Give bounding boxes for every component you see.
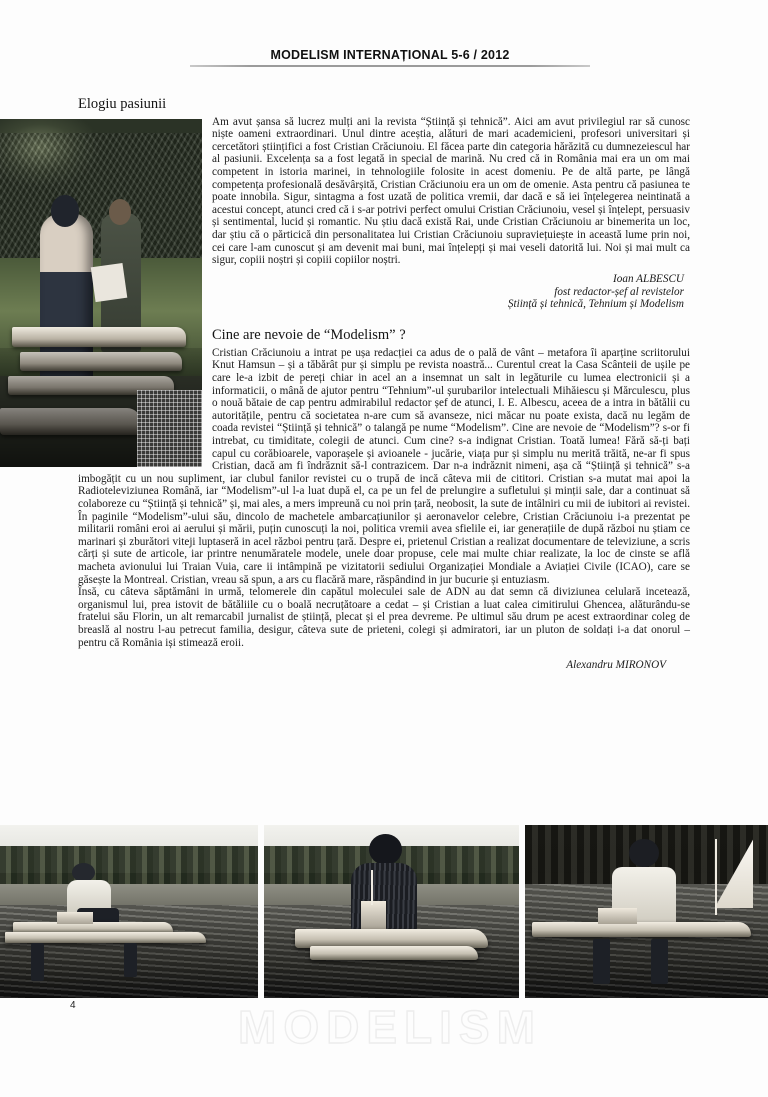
photo-paper-sheet xyxy=(91,263,128,302)
page-title: Elogiu pasiunii xyxy=(78,96,167,112)
photo-stand-leg xyxy=(31,943,44,981)
photo-boy-with-ship-model xyxy=(0,825,258,998)
section-title-modelism: Cine are nevoie de “Modelism” ? xyxy=(212,327,406,344)
photo-ship-model xyxy=(532,922,751,938)
article-one-paragraph: Am avut șansa să lucrez mulți ani la revista “Știință și tehnică”. Aici am avut privilegiul rar să cunosc niște oameni extraordinari. Unul dintre aceștia, alături de mari academicieni, profesori universitari și cercetători științifici a fost Cristian Crăciunoiu. El făcea parte din categoria hărăzită cu dumnezeiescul har al pasiunii. Excelența sa a fost legată in special de marină. Nu cred că in România mai era un om mai competent in istoria marinei, in tehnologiile folosite in acest domeniu. Pe de altă parte, pe lângă competența profesională desăvârșită, Cristian Crăciunoiu era un om de omenie. Asta pentru că pasiunea te poate innobila. Sigur, sintagma a fost uzată de politica vremii, dar dacă e să iei înțelegerea neintinată a acestui concept, atunci cred că i s-ar potrivi perfect omului Cristian Crăciunoiu, vesel și înțelept, persuasiv și sentimental, lucid și romantic. Nu știu dacă există Rai, unde Cristian Crăciunoiu ar binemerita un loc, dar știu că o părticică din personalitatea lui Cristian Crăciunoiu supraviețuiește in această lume prin noi, cei care l-am cunoscut și am devenit mai buni, mai înțelepți și mai veseli datorită lui. Noi și mai mult ca sigur, copiii noștri și copiii copiilor noștri. xyxy=(212,115,690,267)
masthead-title: MODELISM INTERNAȚIONAL 5-6 / 2012 xyxy=(270,48,510,62)
masthead-divider xyxy=(190,65,590,67)
photo-person-head-two xyxy=(109,199,131,225)
photo-sailboat-mast xyxy=(715,839,717,915)
photo-stand-leg xyxy=(124,943,137,978)
signature-role: fost redactor-șef al revistelor xyxy=(554,285,684,298)
masthead xyxy=(190,48,590,67)
signature-name: Alexandru MIRONOV xyxy=(566,659,666,672)
page-number: 4 xyxy=(70,1000,76,1011)
signature-block-mironov xyxy=(78,659,690,672)
photo-ship-model xyxy=(295,929,489,948)
article-two-paragraph-two: Însă, cu câteva săptămâni in urmă, telomerele din capătul moleculei sale de ADN au dat semn că diviziunea celulară incetează, organismul lui, prea istovit de bătăliile cu o boală necruțătoare a cedat – și Cristian a luat calea cimitirului Ghencea, alăturându-se fratelui său Florin, un alt remarcabil jurnalist de știință, plecat și el prea devreme. Pe ultimul său drum pe acest extraordinar coleg de breaslă al nostru l-au petrecut familia, desigur, câteva sute de prieteni, colegi și admiratori, iar un pluton de soldați i-a dat onorul – pentru că România iși stimează eroii. xyxy=(78,586,690,649)
watermark-modelism: MODELISM xyxy=(238,1001,542,1053)
signature-titles: Știință și tehnică, Tehnium și Modelism xyxy=(507,298,684,311)
article-two-paragraph-one: Cristian Crăciunoiu a intrat pe ușa redacției ca adus de o pală de vânt – metafora îi aparține scriitorului Knut Hamsun – și a tăbărât pur și simplu pe revista noastră... Curentul creat la Casa Scânteii de ușile pe care le-a izbit de pereți chiar in acel an a insemnat un salt in legăturile cu lumea electronicii și a informaticii, o mână de ajutor pentru “Tehnium”-ul șurubarilor intelectuali Mihăiescu și Mărculescu, plus o nouă bătaie de cap pentru admirabilul redactor șef de atunci, I. E. Albescu, aceea de a intra in bătălii cu autoritățile, pentru că societatea n-are cum să avanseze, nici măcar nu poate exista, dacă nu legăm de coada revistei “Știință și tehnică” o talangă pe nume “Modelism”. Cine are nevoie de “Modelism”? s-or fi intrebat, cu timiditate, colegii de atunci. Cum cine? s-a indignat Cristian. Toată lumea! Fără să-ți bați capul cu corăbioarele, vaporașele și avioanele - jucărie, viața pur și simplu nu merită trăită, ne-ar fi spus Cristian, dacă am fi îndrăznit să-l contrazicem. Dar n-a indrăznit nimeni, așa că “Știință și tehnică” s-a imbogățit cu un nou supliment, iar clubul fanilor revistei cu o trupă de incă câteva mii de cititori. Cristian s-a mutat mai apoi la Radioteleviziunea Română, iar “Modelism”-ul l-a luat după el, ca pe un fel de prelungire a sufletului și minții sale, dar a continuat să colaboreze cu “Știință și tehnică” și, mai ales, a mers impreună cu noi prin țară, neobosit, la sute de intâlniri cu mii de iubitori ai revistei. În paginile “Modelism”-ului său, dincolo de machetele ambarcațiunilor și aeronavelor celebre, Cristian Crăciunoiu i-a prezentat pe militarii români eroi ai aerului și mării, puțin cunoscuți la noi, politica vremii avea sfielile ei, iar generațiile de după război nu știam ce marinari și zburători viteji luptaseră in acel război pentru țară. Despre ei, prietenul Cristian a realizat documentare de televiziune, a scris cărți și sute de articole, iar printre nenumăratele modele, unele doar propuse, cele mai multe chiar realizate, la loc de cinste se află macheta avionului lui Traian Vuia, care ii intâmpină pe vizitatorii sediului Organizației Mondiale a Aviației Civile (ICAO), care se găsește la Montreal. Cristian, vreau să spun, a ars cu flacără mare, răspândind in jur bucurie și entuziasm. xyxy=(78,346,691,586)
photo-ship-hull xyxy=(5,932,206,942)
photo-ship-superstructure xyxy=(361,901,387,929)
photo-ship-mast xyxy=(371,870,373,905)
photo-checkered-fabric xyxy=(137,390,202,467)
photo-strip xyxy=(0,825,768,998)
photo-modelers-at-lake xyxy=(0,119,202,467)
photo-ship-hull xyxy=(310,946,478,960)
photo-ship-superstructure xyxy=(598,908,637,924)
photo-ship-superstructure xyxy=(57,912,93,924)
photo-stand-leg xyxy=(593,939,610,984)
photo-person-head xyxy=(369,834,402,865)
photo-stand-leg xyxy=(651,939,668,984)
photo-modeler-with-destroyer xyxy=(264,825,519,998)
signature-name: Ioan ALBESCU xyxy=(613,272,684,285)
photo-ship-model xyxy=(12,327,186,346)
article-container xyxy=(78,96,690,672)
photo-modeler-with-cruiser xyxy=(525,825,768,998)
photo-person-head xyxy=(629,839,658,867)
photo-person-head xyxy=(51,195,79,226)
